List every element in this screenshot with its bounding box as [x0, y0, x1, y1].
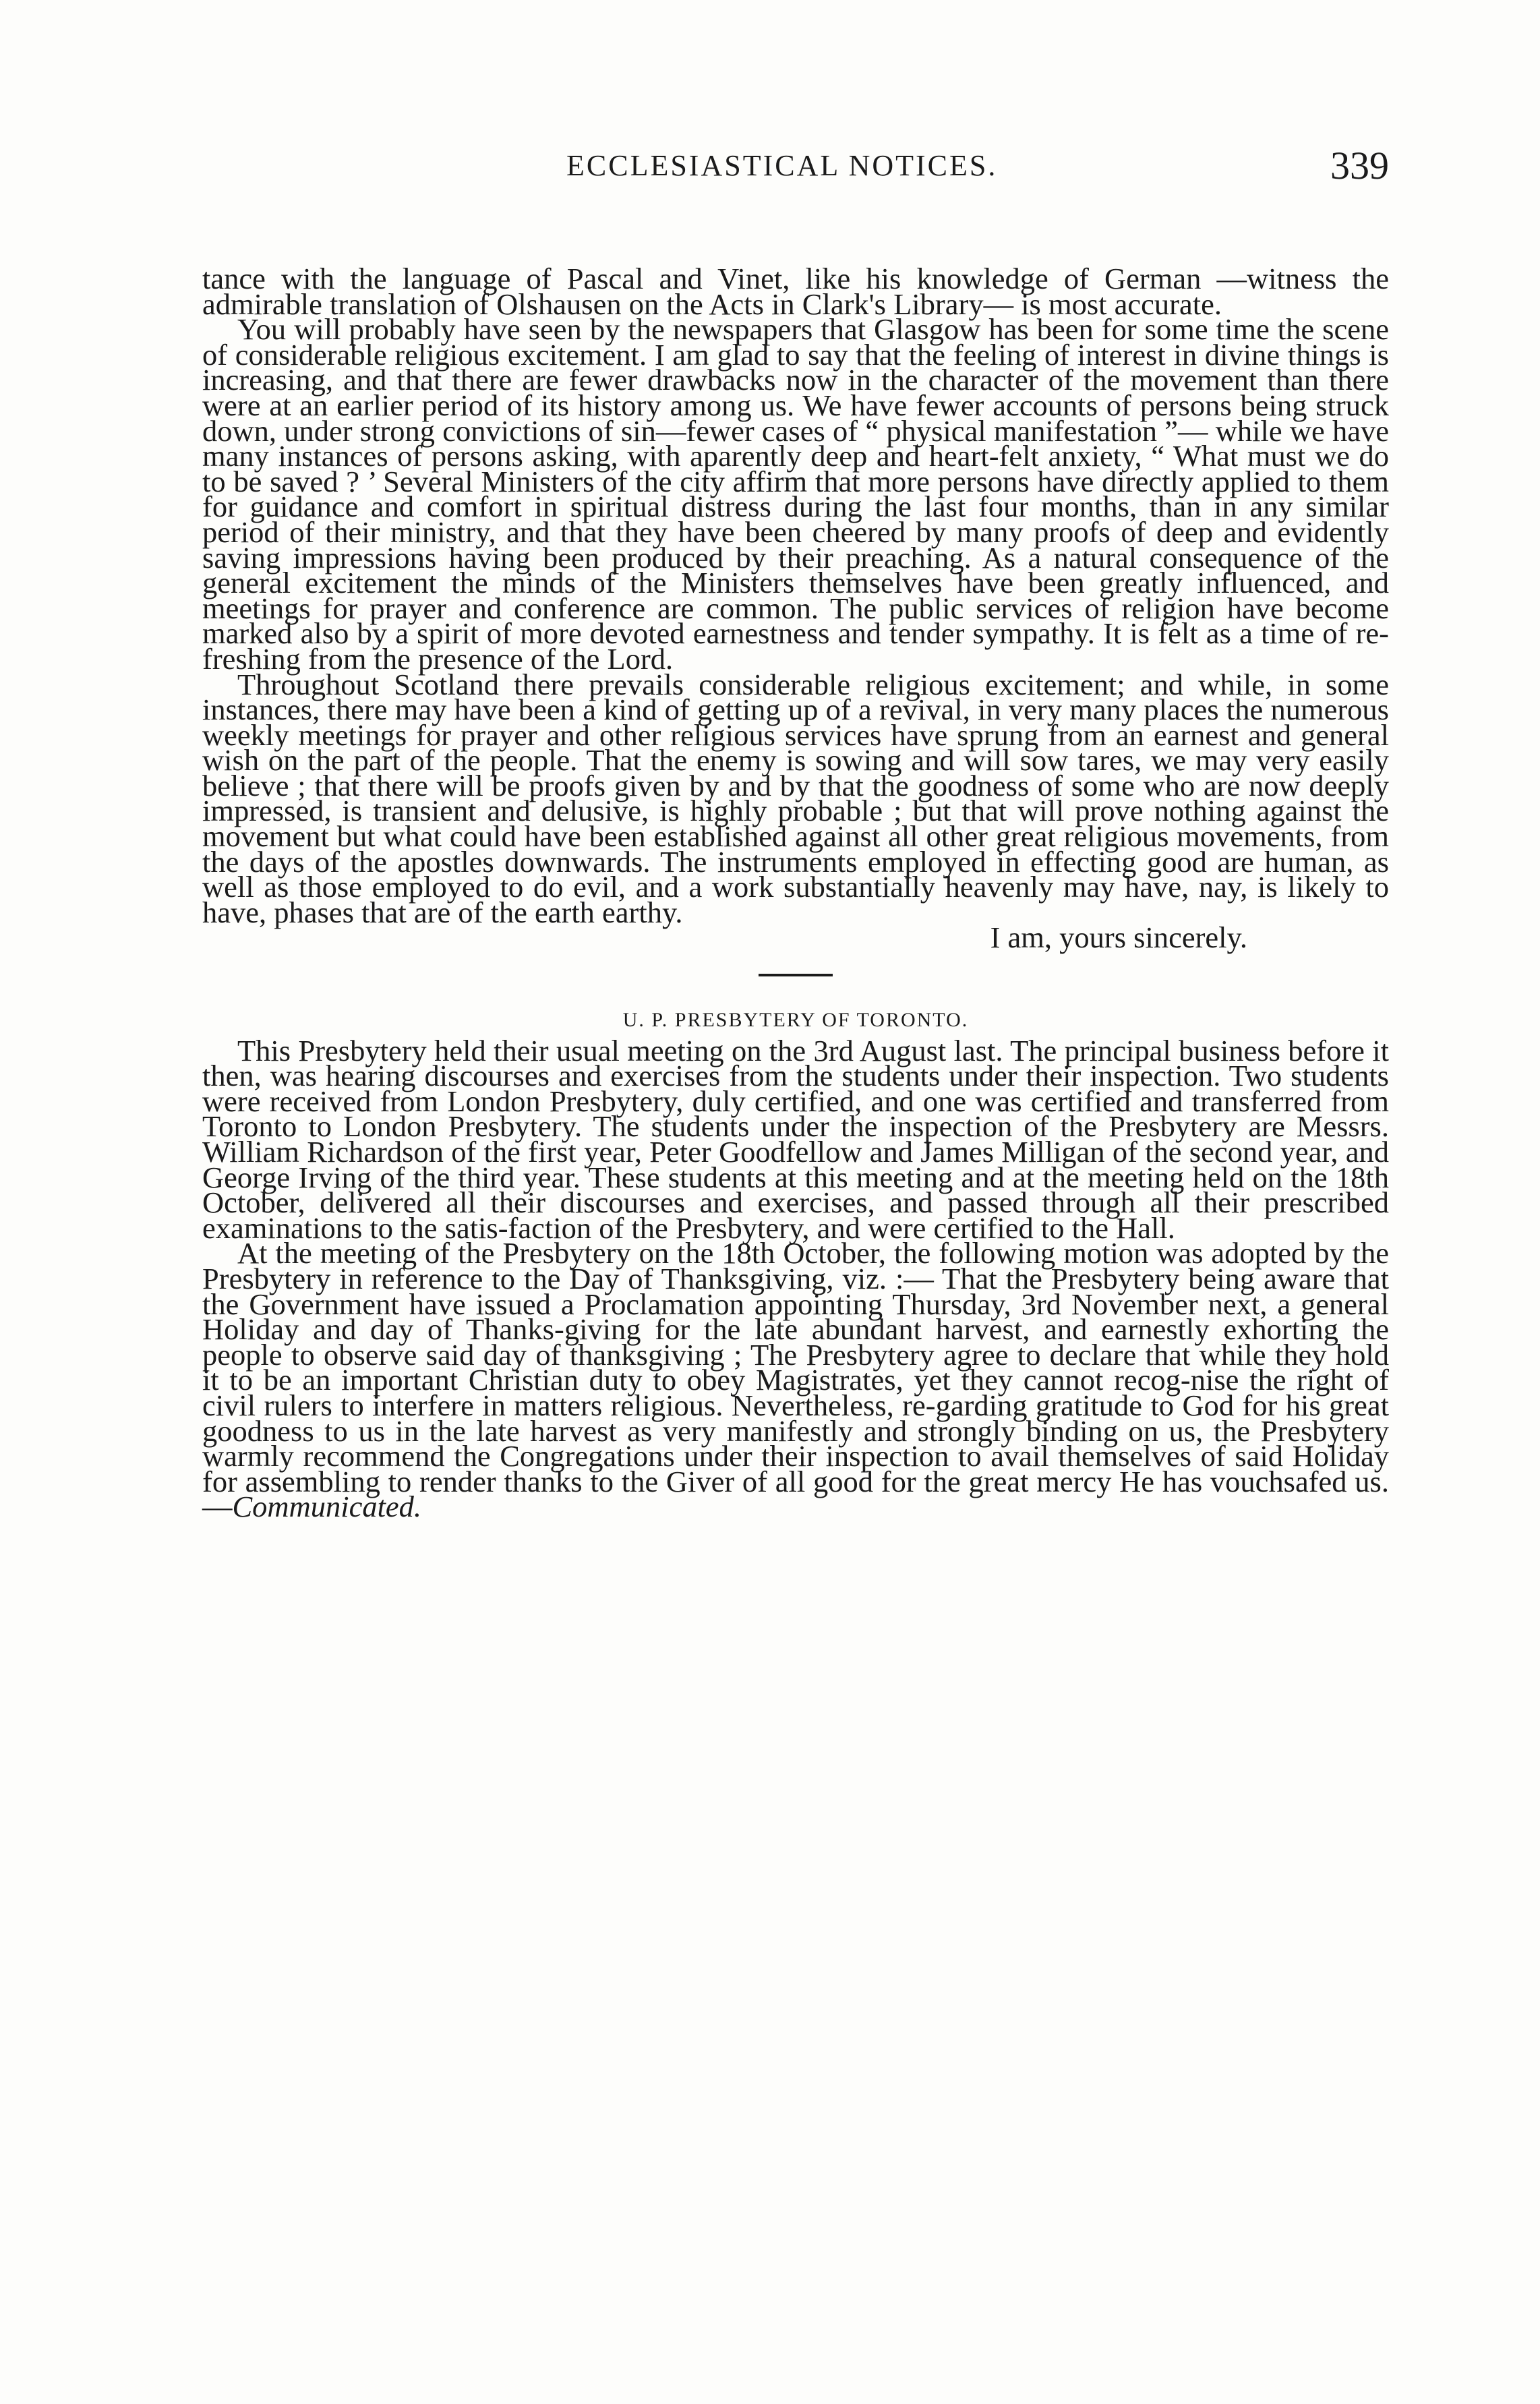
running-head: ECCLESIASTICAL NOTICES.	[566, 149, 998, 182]
presbytery-paragraph-2	[202, 1236, 1389, 1524]
letter-signoff: I am, yours sincerely.	[990, 920, 1247, 955]
letter-section	[202, 262, 1389, 955]
page-body	[202, 262, 1389, 1524]
presbytery-section	[202, 1007, 1389, 1524]
attribution: Communicated.	[232, 1490, 422, 1524]
letter-paragraph-1: tance with the language of Pascal and Vinet, like his knowledge of German —witness the admirable translation of Olshausen on the Acts in Clark's Library— is most accurate.	[202, 262, 1389, 321]
letter-paragraph-2: You will probably have seen by the newspapers that Glasgow has been for some time the scene of considerable religious excitement. I am glad to say that the feeling of interest in divine things is increasing, and that there are fewer drawbacks now in the character of the movement than there were at an earlier period of its history among us. We have fewer accounts of persons being struck down, under strong convictions of sin—fewer cases of “ physical manifestation ”— while we have many instances of persons asking, with aparently deep and heart-felt anxiety, “ What must we do to be saved ? ’ Several Ministers of the city affirm that more persons have directly applied to them for guidance and comfort in spiritual distress during the last four months, than in any similar period of their ministry, and that they have been cheered by many proofs of deep and evidently saving impressions having been produced by their preaching. As a natural consequence of the general excitement the minds of the Ministers themselves have been greatly influenced, and meetings for prayer and conference are common. The public services of religion have become marked also by a spirit of more devoted earnestness and tender sympathy. It is felt as a time of re-freshing from the presence of the Lord.	[202, 312, 1389, 676]
presbytery-paragraph-1: This Presbytery held their usual meeting on the 3rd August last. The principal business before it then, was hearing discourses and exercises from the students under their inspection. Two students were received from London Presbytery, duly certified, and one was certified and transferred from Toronto to London Presbytery. The students under the inspection of the Presbytery are Messrs. William Richardson of the first year, Peter Goodfellow and James Milligan of the second year, and George Irving of the third year. These students at this meeting and at the meeting held on the 18th October, delivered all their discourses and exercises, and passed through all their prescribed examinations to the satis-faction of the Presbytery, and were certified to the Hall.	[202, 1033, 1389, 1245]
letter-paragraph-3: Throughout Scotland there prevails considerable religious excitement; and while, in some instances, there may have been a kind of getting up of a revival, in very many places the numerous weekly meetings for prayer and other religious services have sprung from an earnest and general wish on the part of the people. That the enemy is sowing and will sow tares, we may very easily believe ; that there will be proofs given by and by that the goodness of some who are now deeply impressed, is transient and delusive, is highly probable ; but that will prove nothing against the movement but what could have been established against all other great religious movements, from the days of the apostles downwards. The instruments employed in effecting good are human, as well as those employed to do evil, and a work substantially heavenly may have, nay, is likely to have, phases that are of the earth earthy.	[202, 667, 1389, 929]
page-number: 339	[1330, 144, 1389, 187]
page-header	[202, 143, 1389, 204]
section-heading: U. P. PRESBYTERY OF TORONTO.	[622, 1009, 969, 1032]
section-divider	[759, 974, 833, 976]
motion-text: At the meeting of the Presbytery on the 18th October, the following motion was adopted by the Presbytery in reference to the Day of Thanksgiving, viz. :— That the Presbytery being aware that the Government have issued a Proclamation appointing Thursday, 3rd November next, a general Holiday and day of Thanks-giving for the late abundant harvest, and earnestly exhorting the people to observe said day of thanksgiving ; The Presbytery agree to declare that while they hold it to be an important Christian duty to obey Magistrates, yet they cannot recog-nise the right of civil rulers to interfere in matters religious. Nevertheless, re-garding gratitude to God for his great goodness to us in the late harvest as very manifestly and strongly binding on us, the Presbytery warmly recommend the Congregations under their inspection to avail themselves of said Holiday for assembling to render thanks to the Giver of all good for the great mercy He has vouchsafed us.—	[202, 1236, 1389, 1524]
